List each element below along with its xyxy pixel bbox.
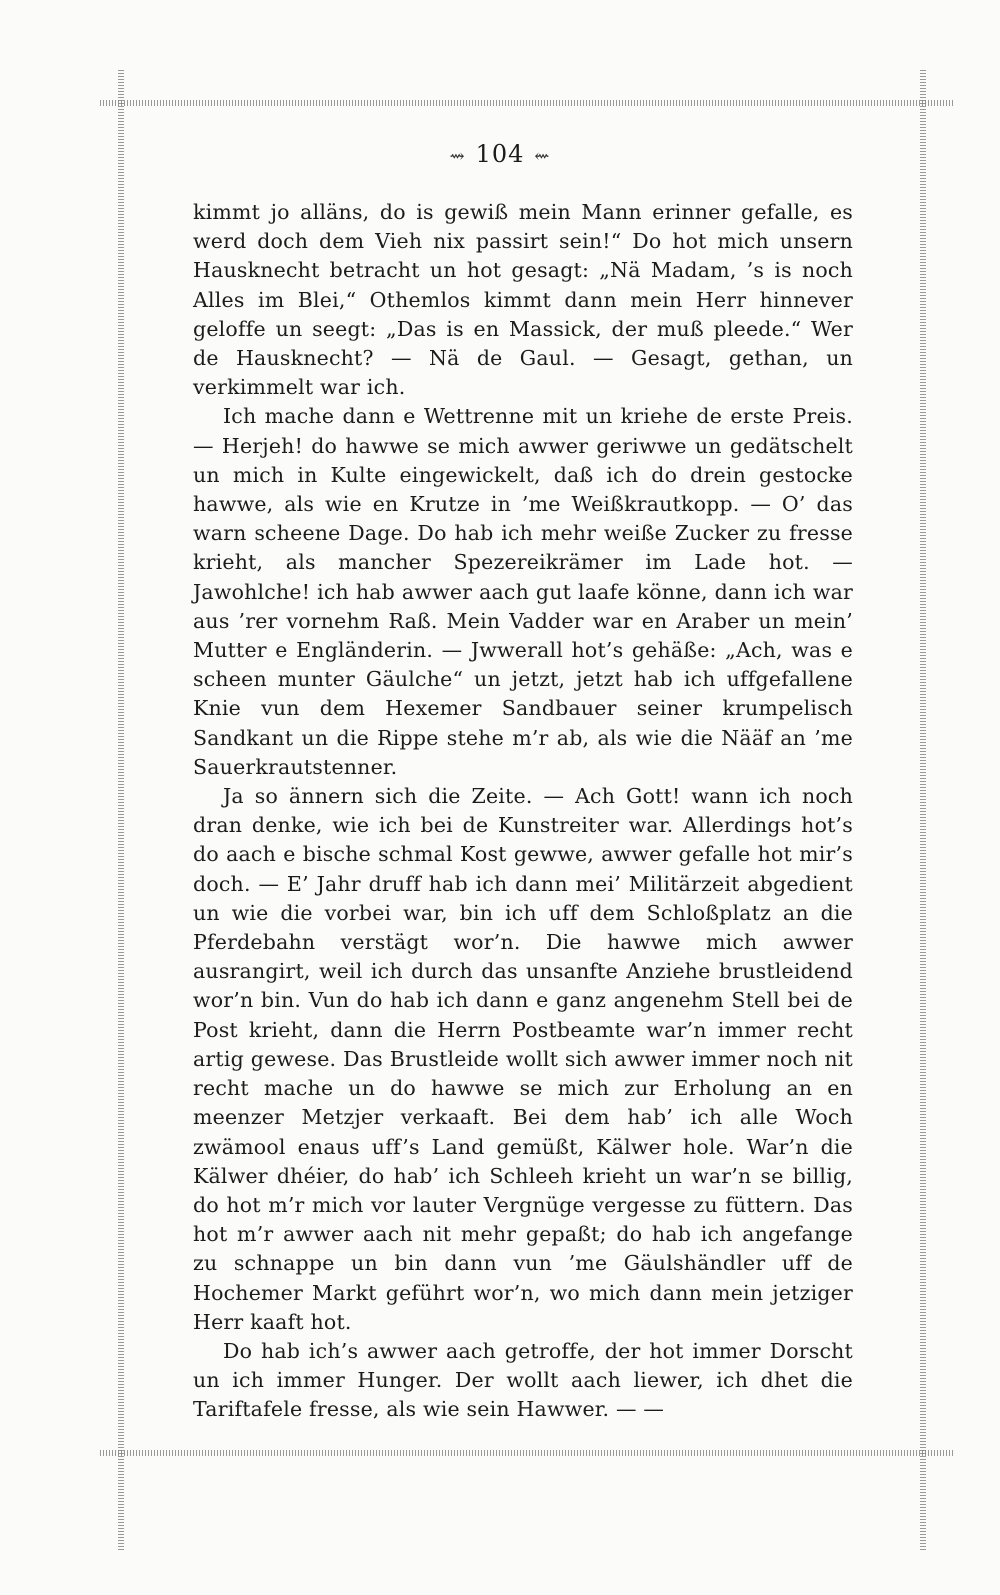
ornamental-border-right: [920, 70, 926, 1550]
paragraph-2: Ich mache dann e Wettrenne mit un kriehe de erste Preis. — Herjeh! do hawwe se mich awwer geriwwe un gedätschelt un mich in Kulte eingewickelt, daß ich do drein gestocke hawwe, als wie en Krutze in ’me Weißkrautkopp. — O’ das warn scheene Dage. Do hab ich mehr weiße Zucker zu fresse krieht, als mancher Spezereikrämer im Lade hot. — Jawohlche! ich hab awwer aach gut laafe könne, dann ich war aus ’rer vornehm Raß. Mein Vadder war en Araber un mein’ Mutter e Engländerin. — Jwwerall hot’s gehäße: „Ach, was e scheen munter Gäulche“ un jetzt, jetzt hab ich uffgefallene Knie vun dem Hexemer Sandbauer seiner krumpelisch Sandkant un die Rippe stehe m’r ab, als wie die Nääf an ’me Sauerkrautstenner.: [193, 404, 853, 779]
ornament-left-icon: ⇝: [449, 146, 466, 167]
page-number: 104: [475, 140, 525, 168]
ornamental-border-left: [118, 70, 124, 1550]
page-header: [0, 140, 1000, 168]
paragraph-1: kimmt jo alläns, do is gewiß mein Mann erinner gefalle, es werd doch dem Vieh nix passirt sein!“ Do hot mich unsern Hausknecht betracht un hot gesagt: „Nä Madam, ’s is noch Alles im Blei,“ Othemlos kimmt dann mein Herr hinnever geloffe un seegt: „Das is en Massick, der muß pleede.“ Wer de Hausknecht? — Nä de Gaul. — Gesagt, gethan, un verkimmelt war ich.: [193, 200, 853, 400]
paragraph-3: Ja so ännern sich die Zeite. — Ach Gott! wann ich noch dran denke, wie ich bei de Kunstreiter war. Allerdings hot’s do aach e bische schmal Kost gewwe, awwer gefalle hot mir’s doch. — E’ Jahr druff hab ich dann mei’ Militärzeit abgedient un wie die vorbei war, bin ich uff dem Schloßplatz an die Pferdebahn verstägt wor’n. Die hawwe mich awwer ausrangirt, weil ich durch das unsanfte Anziehe brustleidend wor’n bin. Vun do hab ich dann e ganz angenehm Stell bei de Post krieht, dann die Herrn Postbeamte war’n immer recht artig gewese. Das Brustleide wollt sich awwer immer noch nit recht mache un do hawwe se mich zur Erholung an en meenzer Metzjer verkaaft. Bei dem hab’ ich alle Woch zwämool enaus uff’s Land gemüßt, Kälwer hole. War’n die Kälwer dhéier, do hab’ ich Schleeh krieht un war’n se billig, do hot m’r mich vor lauter Vergnüge vergesse zu füttern. Das hot m’r awwer aach nit mehr gepaßt; do hab ich angefange zu schnappe un bin dann vun ’me Gäulshändler uff de Hochemer Markt geführt wor’n, wo mich dann mein jetziger Herr kaaft hot.: [193, 784, 853, 1334]
paragraph-4: Do hab ich’s awwer aach getroffe, der hot immer Dorscht un ich immer Hunger. Der wollt aach liewer, ich dhet die Tariftafele fresse, als wie sein Hawwer. — —: [193, 1338, 853, 1422]
ornament-right-icon: ⇜: [534, 146, 551, 167]
ornamental-border-bottom: [100, 1450, 955, 1456]
ornamental-border-top: [100, 100, 955, 106]
body-text: [193, 198, 853, 1425]
